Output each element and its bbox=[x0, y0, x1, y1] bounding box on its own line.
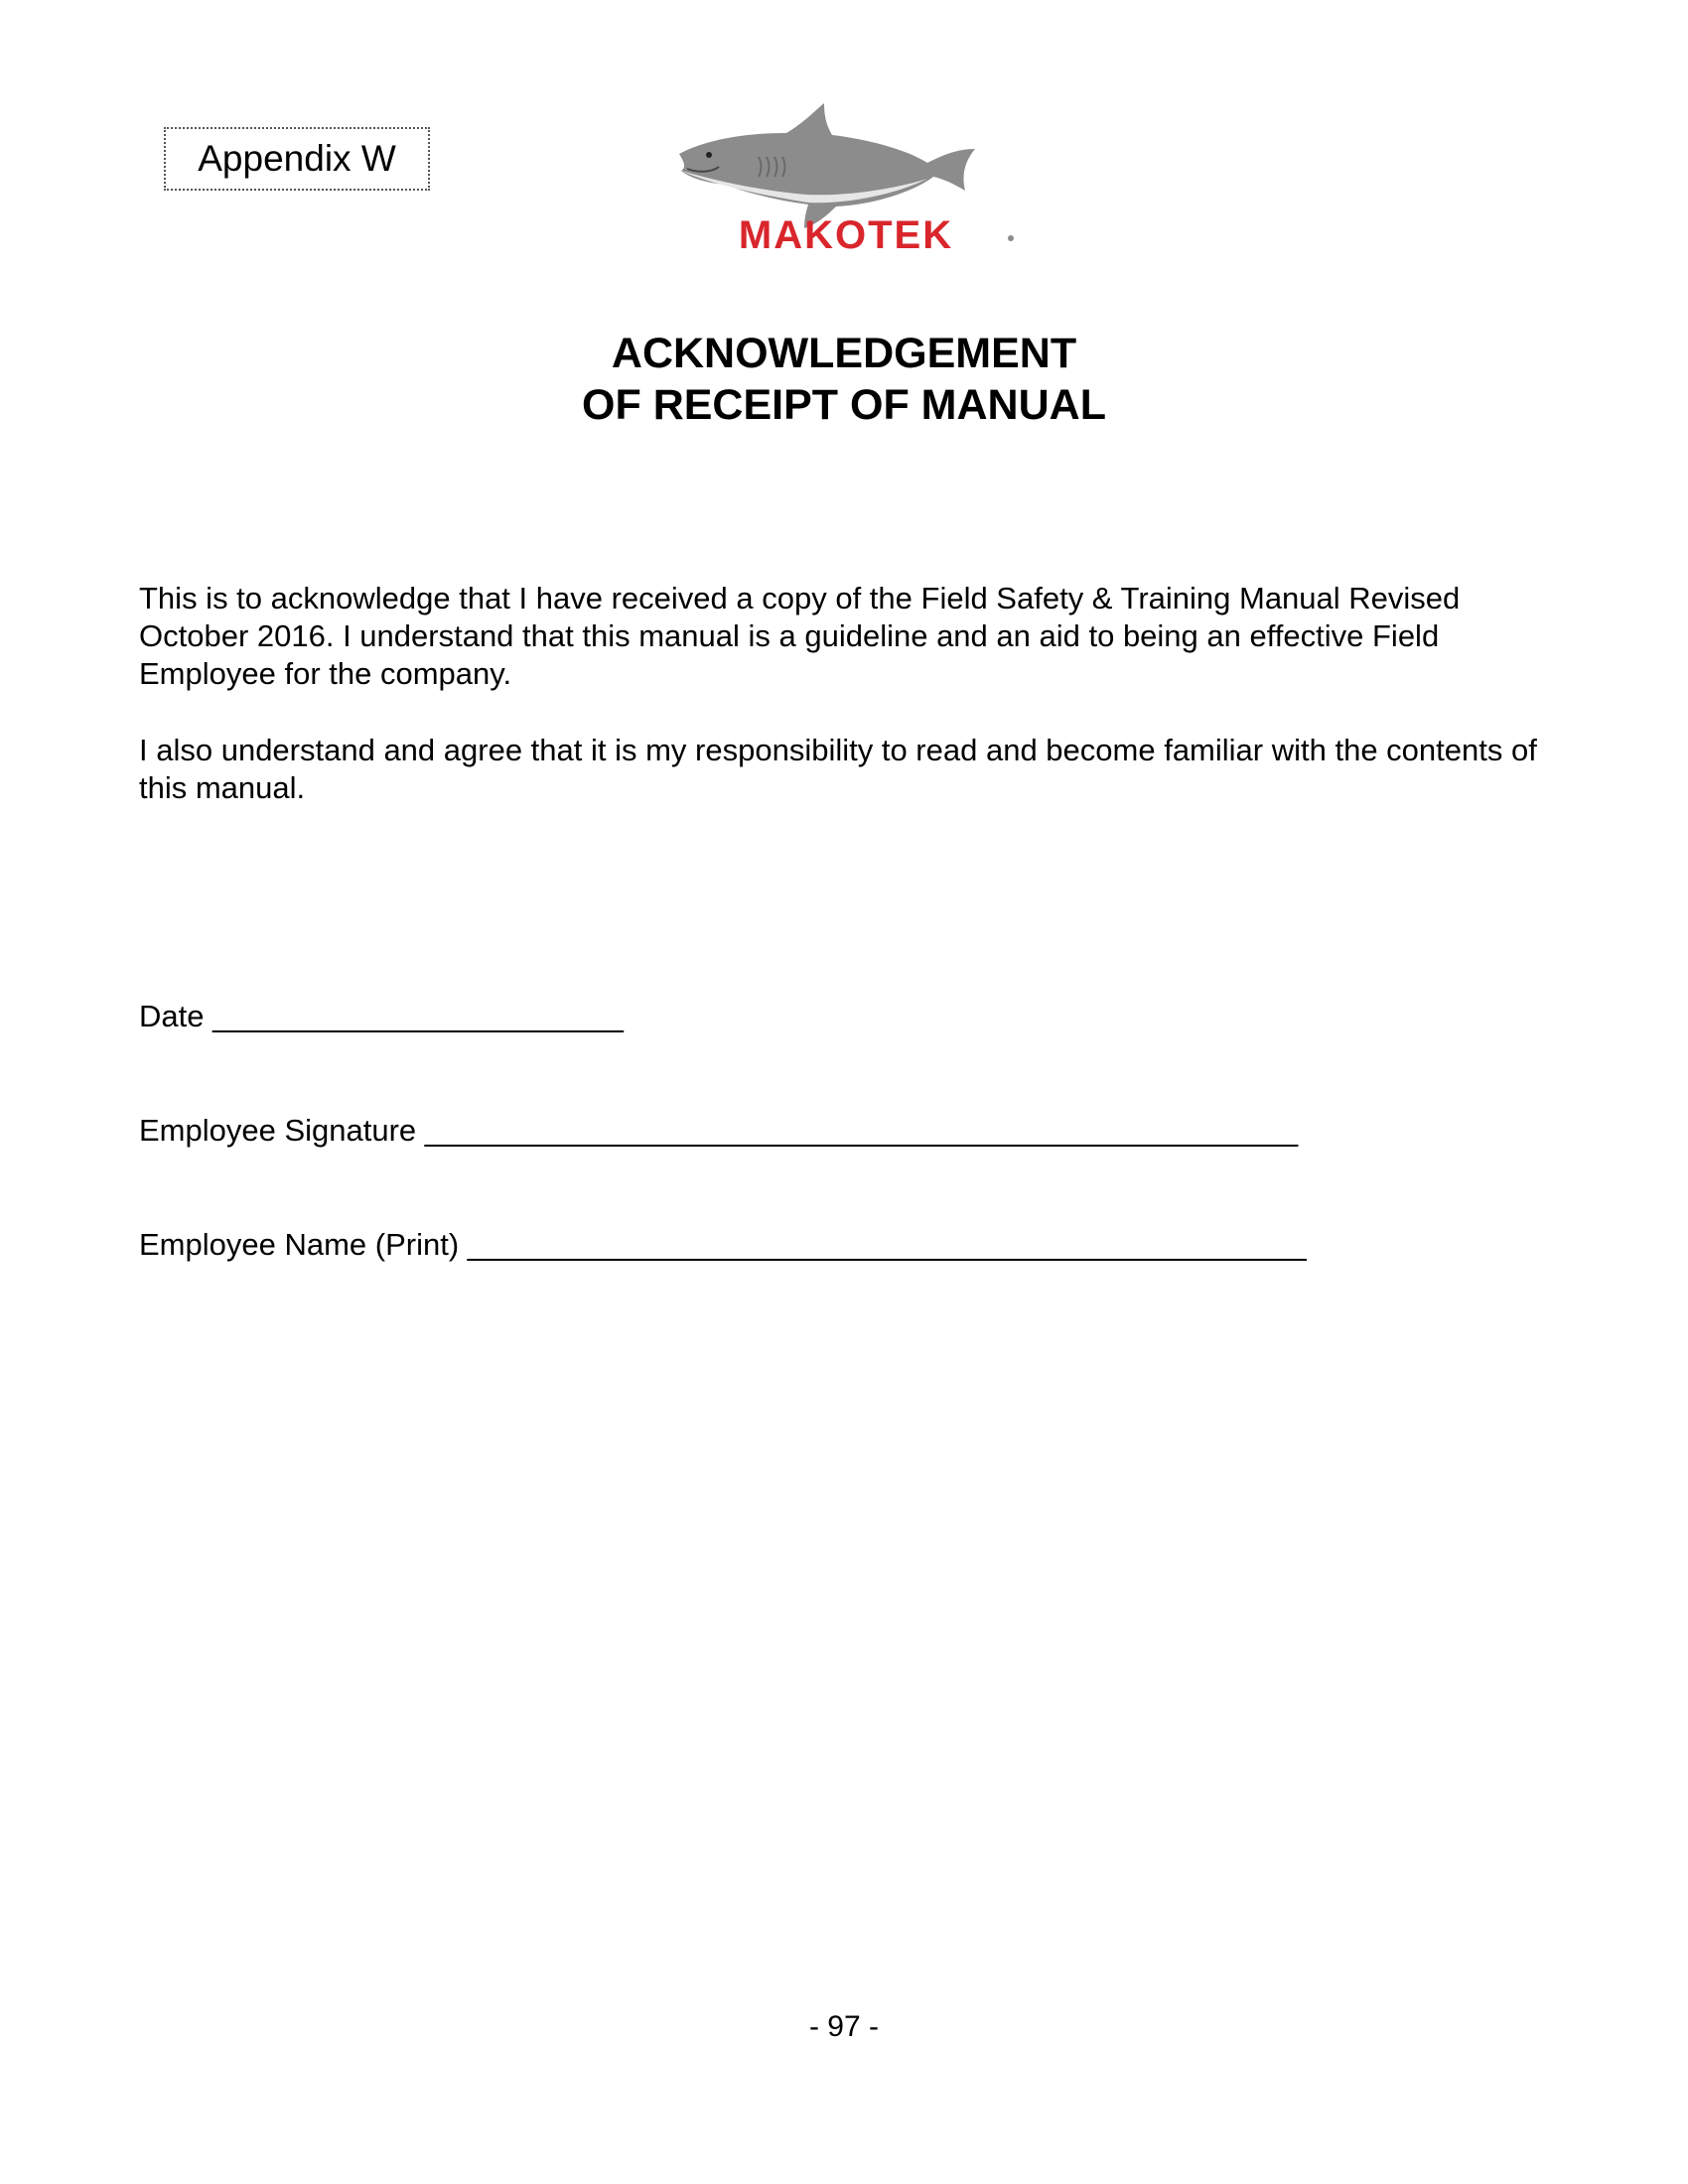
date-field[interactable]: Date ________________________ bbox=[139, 999, 624, 1033]
body-paragraph-2: I also understand and agree that it is my responsibility to read and become familiar with the contents of this manual. bbox=[139, 733, 1537, 805]
page-title bbox=[0, 328, 1688, 431]
employee-name-field[interactable]: Employee Name (Print) _________________________________________________ bbox=[139, 1227, 1307, 1262]
body-paragraph-1: This is to acknowledge that I have received a copy of the Field Safety & Training Manual Revised October 2016. I understand that this manual is a guideline and an aid to being an effective Field Employee for the company. bbox=[139, 581, 1461, 691]
appendix-label bbox=[164, 127, 430, 191]
title-line-1: ACKNOWLEDGEMENT bbox=[611, 330, 1077, 377]
page-number: - 97 - bbox=[808, 2010, 880, 2043]
employee-signature-field[interactable]: Employee Signature ___________________________________________________ bbox=[139, 1113, 1299, 1148]
shark-icon bbox=[679, 103, 975, 228]
title-line-2: OF RECEIPT OF MANUAL bbox=[582, 381, 1106, 429]
appendix-label-text: Appendix W bbox=[198, 138, 396, 179]
makotek-logo bbox=[667, 99, 1025, 256]
logo-wordmark: MAKOTEK bbox=[738, 213, 954, 256]
